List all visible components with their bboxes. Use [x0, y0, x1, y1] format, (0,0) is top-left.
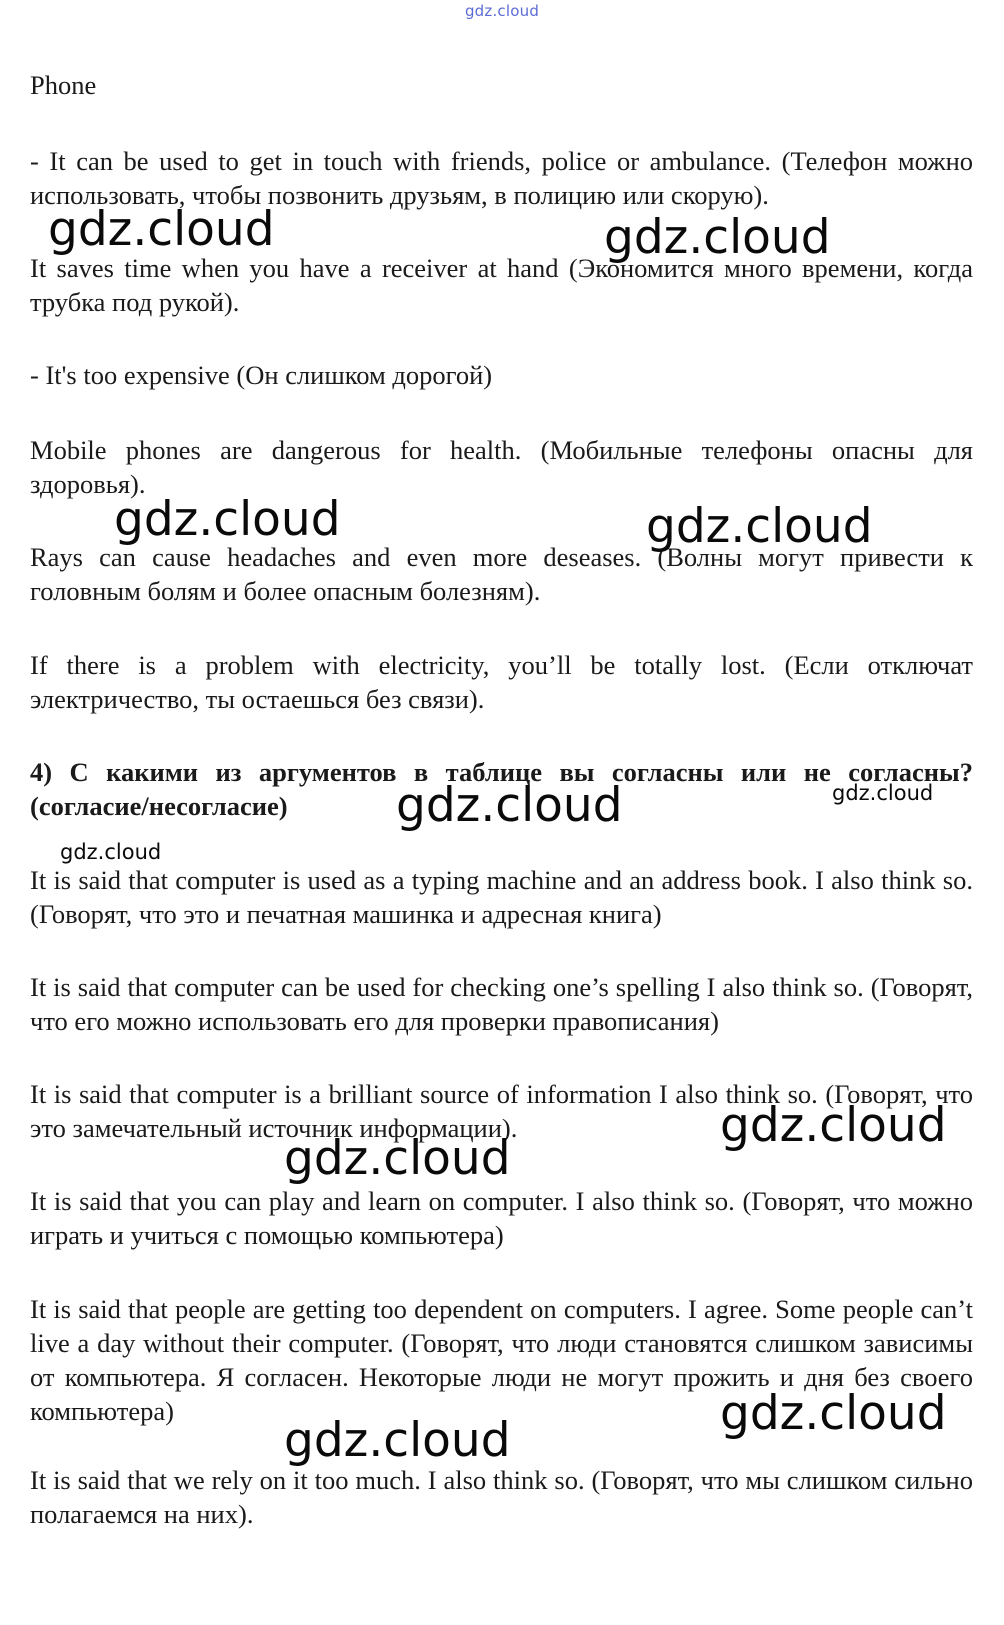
watermark: gdz.cloud — [114, 492, 341, 547]
watermark: gdz.cloud — [48, 202, 275, 257]
paragraph: It is said that people are getting too dependent on computers. I agree. Some people can’t live a day without their computer. (Говорят, что люди становятся слишком зависимы от компьютера. Я согласен. Некоторые люди не могут прожить и дня без своего компьютера) — [30, 1294, 973, 1426]
paragraph: It is said that we rely on it too much. I also think so. (Говорят, что мы слишком сильно полагаемся на них). — [30, 1465, 973, 1529]
watermark: gdz.cloud — [284, 1131, 511, 1186]
watermark: gdz.cloud — [604, 210, 831, 265]
watermark: gdz.cloud — [720, 1098, 947, 1153]
paragraph: It is said that you can play and learn on computer. I also think so. (Говорят, что можно играть и учиться с помощью компьютера) — [30, 1186, 973, 1250]
watermark: gdz.cloud — [646, 499, 873, 554]
watermark: gdz.cloud — [720, 1386, 947, 1441]
question-heading: 4) С какими из аргументов в таблице вы согласны или не согласны? (согласие/несогласие) — [30, 757, 973, 821]
paragraph: It saves time when you have a receiver at hand (Экономится много времени, когда трубка под рукой). — [30, 253, 973, 317]
watermark: gdz.cloud — [832, 781, 934, 805]
paragraph: If there is a problem with electricity, you’ll be totally lost. (Если отключат электричество, ты остаешься без связи). — [30, 650, 973, 714]
watermark: gdz.cloud — [60, 840, 162, 864]
watermark: gdz.cloud — [284, 1413, 511, 1468]
paragraph: - It's too expensive (Он слишком дорогой) — [30, 360, 493, 390]
paragraph: - It can be used to get in touch with friends, police or ambulance. (Телефон можно использовать, чтобы позвонить друзьям, в полицию или скорую). — [30, 146, 973, 210]
section-title: Phone — [30, 70, 97, 100]
paragraph: It is said that computer is a brilliant source of information I also think so. (Говорят, что это замечательный источник информации). — [30, 1079, 973, 1143]
watermark: gdz.cloud — [396, 778, 623, 833]
site-mark[interactable]: gdz.cloud — [464, 2, 540, 20]
paragraph: Mobile phones are dangerous for health. (Мобильные телефоны опасны для здоровья). — [30, 435, 973, 499]
paragraph: Rays can cause headaches and even more deseases. (Волны могут привести к головным болям и более опасным болезням). — [30, 542, 973, 606]
paragraph: It is said that computer is used as a typing machine and an address book. I also think so. (Говорят, что это и печатная машинка и адресная книга) — [30, 865, 973, 929]
paragraph: It is said that computer can be used for checking one’s spelling I also think so. (Говорят, что его можно использовать его для проверки правописания) — [30, 972, 973, 1036]
